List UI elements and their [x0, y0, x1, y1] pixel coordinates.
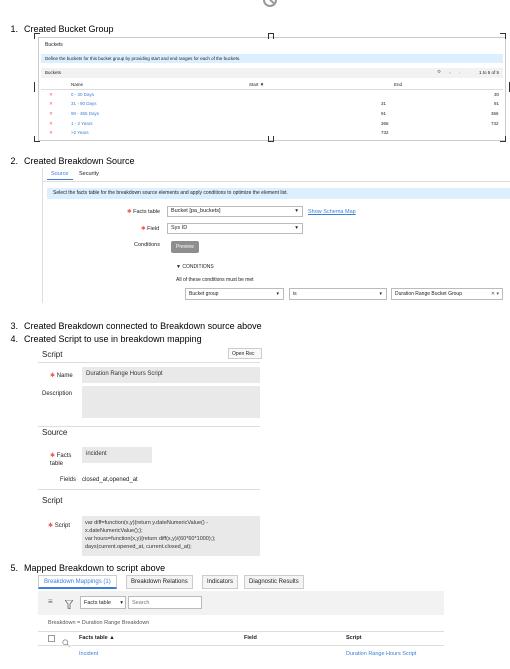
all-conditions-text: All of these conditions must be met — [176, 277, 254, 283]
chevron-down-icon: ▾ — [276, 291, 279, 297]
step-1-caption — [0, 24, 114, 34]
show-schema-link[interactable]: Show Schema Map — [308, 209, 356, 215]
tab-security[interactable]: Security — [79, 171, 99, 177]
bucket-row-start: 31 — [381, 101, 387, 106]
resize-handle[interactable] — [500, 33, 506, 39]
col-facts-table[interactable]: Facts table ▲ — [79, 635, 115, 641]
bucket-list-title: Buckets — [45, 70, 62, 75]
bucket-row-name[interactable]: >2 Years — [71, 130, 89, 135]
source-info-bar — [47, 188, 510, 199]
field-select[interactable]: Sys ID ▾ — [167, 223, 303, 234]
row-facts-link[interactable]: Incident — [79, 651, 99, 657]
pager-text: 1 to 5 of 5 — [479, 70, 500, 75]
tab-source[interactable]: Source — [51, 171, 69, 177]
bucket-list-bar — [41, 68, 503, 78]
tab-diagnostic-results[interactable]: Diagnostic Results — [244, 575, 304, 589]
step-text: Mapped Breakdown to script above — [24, 563, 166, 573]
bucket-row-name[interactable]: 31 - 90 Days — [71, 101, 97, 106]
facts-table-input[interactable]: incident — [82, 447, 152, 463]
bucket-header: Buckets — [45, 42, 63, 48]
facts-label: ✱ Facts table — [50, 453, 72, 467]
preview-button[interactable]: Preview — [171, 241, 199, 253]
col-start[interactable]: Start ▼ — [249, 82, 265, 87]
resize-handle[interactable] — [34, 33, 40, 39]
step-text: Created Breakdown Source — [24, 156, 135, 166]
delete-row-icon[interactable]: ✕ — [49, 111, 53, 116]
settings-icon[interactable]: ⚙ — [437, 69, 442, 74]
resize-handle[interactable] — [34, 82, 40, 92]
delete-row-icon[interactable]: ✕ — [49, 92, 53, 97]
col-field[interactable]: Field — [244, 635, 257, 641]
description-label: Description — [42, 391, 73, 397]
script-line: var hours=function(x,y){return diff(x,y)/(60*60*1000);}; — [85, 536, 216, 542]
resize-handle[interactable] — [34, 136, 40, 142]
resize-handle[interactable] — [500, 136, 506, 142]
delete-row-icon[interactable]: ✕ — [49, 101, 53, 106]
pager-prev-icon[interactable]: ‹ — [459, 70, 461, 75]
condition-value-select[interactable]: Duration Range Bucket Group ✕ ▾ — [391, 288, 503, 300]
script-label: ✱ Script — [48, 523, 71, 529]
fields-label: Fields — [60, 477, 77, 483]
bucket-row-name[interactable]: 0 - 30 Days — [71, 92, 95, 97]
resize-handle[interactable] — [504, 82, 510, 92]
source-info-text: Select the facts table for the breakdown source elements and apply conditions to optimize the element list. — [53, 190, 288, 196]
tab-indicators[interactable]: Indicators — [202, 575, 238, 589]
tab-breakdown-relations[interactable]: Breakdown Relations — [126, 575, 193, 589]
fields-value: closed_at,opened_at — [82, 477, 138, 483]
bucket-group-panel — [38, 37, 506, 141]
chevron-down-icon: ▾ — [295, 208, 298, 214]
search-field-select[interactable]: Facts table ▾ — [80, 596, 126, 609]
col-end[interactable]: End — [394, 82, 403, 87]
script-line: var diff=function(x,y){return y.dateNumericValue() - — [85, 520, 209, 526]
delete-row-icon[interactable]: ✕ — [49, 121, 53, 126]
col-script[interactable]: Script — [346, 635, 362, 641]
breakdown-source-panel — [42, 168, 510, 303]
facts-table-label: ✱ Facts table — [127, 209, 161, 215]
step-number: 3. — [10, 321, 18, 331]
step-text: Created Script to use in breakdown mapping — [24, 334, 202, 344]
step-4-caption — [0, 334, 202, 344]
pager-first-icon[interactable]: « — [449, 70, 452, 75]
name-label: ✱ Name — [50, 373, 73, 379]
description-textarea[interactable] — [82, 386, 260, 418]
step-number: 4. — [10, 334, 18, 344]
breadcrumb[interactable]: Breakdown = Duration Range Breakdown — [48, 620, 150, 626]
breakdown-mapping-panel — [38, 575, 444, 669]
script-section-header: Script — [42, 496, 63, 505]
script-line: days(current.opened_at, current.closed_at); — [85, 544, 192, 550]
bucket-info-bar — [41, 54, 503, 63]
row-script-link[interactable]: Duration Range Hours Script — [346, 651, 417, 657]
delete-row-icon[interactable]: ✕ — [49, 130, 53, 135]
bucket-row-start: 366 — [381, 121, 389, 126]
facts-table-select[interactable]: Bucket [pa_buckets] ▾ — [167, 206, 303, 217]
field-label: ✱ Field — [141, 226, 160, 232]
conditions-header[interactable]: ▼ CONDITIONS — [176, 264, 214, 270]
list-toolbar — [38, 591, 444, 615]
condition-operator-select[interactable]: is ▾ — [289, 288, 387, 300]
step-2-caption — [0, 156, 135, 166]
bucket-info-text: Define the buckets for this bucket group by providing start and end ranges for each of the buckets. — [45, 56, 241, 61]
step-text: Created Bucket Group — [24, 24, 114, 34]
source-section-header: Source — [42, 428, 68, 437]
search-icon[interactable] — [62, 634, 70, 652]
step-number: 5. — [10, 563, 18, 573]
script-form — [38, 346, 260, 560]
step-5-caption — [0, 563, 165, 573]
bucket-row-name[interactable]: 1 - 2 Years — [71, 121, 93, 126]
step-number: 2. — [10, 156, 18, 166]
bucket-row-end: 30 — [494, 92, 500, 97]
refresh-cursor-icon — [262, 0, 278, 10]
bucket-row-end: 91 — [494, 101, 500, 106]
tab-breakdown-mappings[interactable]: Breakdown Mappings (1) — [38, 575, 117, 589]
chevron-down-icon: ▾ — [295, 225, 298, 231]
bucket-row-name[interactable]: 90 - 365 Days — [71, 111, 100, 116]
conditions-label: Conditions — [134, 242, 160, 248]
search-input[interactable] — [128, 596, 202, 609]
step-3-caption — [0, 321, 262, 331]
bucket-row-end: 732 — [491, 121, 499, 126]
menu-icon[interactable]: ≡ — [48, 597, 53, 606]
clear-icon[interactable]: ✕ ▾ — [490, 291, 499, 297]
resize-handle[interactable] — [268, 33, 274, 39]
chevron-down-icon: ▾ — [120, 600, 123, 606]
select-all-checkbox[interactable] — [48, 635, 55, 642]
chevron-down-icon: ▾ — [379, 291, 382, 297]
condition-field-select[interactable]: Bucket group ▾ — [185, 288, 284, 300]
filter-icon[interactable] — [65, 596, 73, 614]
script-line: x.dateNumericValue();}; — [85, 528, 143, 534]
step-number: 1. — [10, 24, 18, 34]
script-title: Script — [42, 350, 63, 359]
col-name[interactable]: Name — [71, 82, 84, 87]
script-editor[interactable] — [82, 516, 260, 556]
step-text: Created Breakdown connected to Breakdown source above — [24, 321, 262, 331]
bucket-row-end: 366 — [491, 111, 499, 116]
name-input[interactable]: Duration Range Hours Script — [82, 367, 260, 383]
resize-handle[interactable] — [268, 136, 274, 142]
open-record-button[interactable]: Open Rec — [228, 348, 262, 359]
bucket-row-start: 91 — [381, 111, 387, 116]
bucket-row-start: 732 — [381, 130, 389, 135]
